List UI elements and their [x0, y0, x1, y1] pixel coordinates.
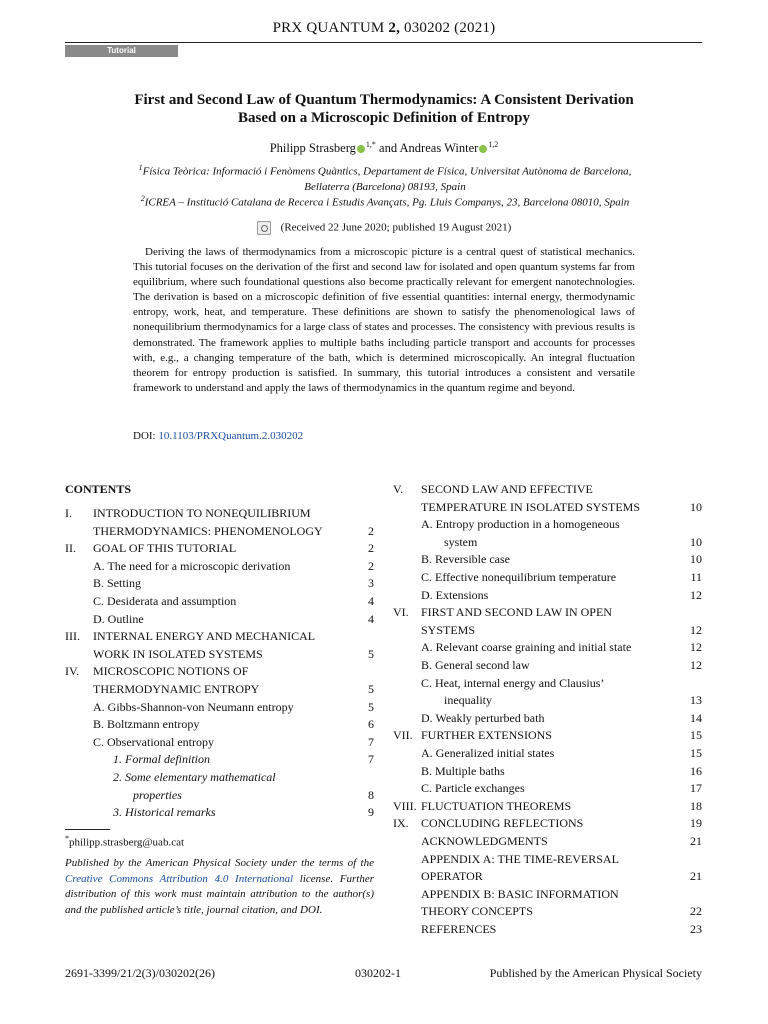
toc-entry[interactable] — [393, 921, 702, 939]
toc-entry[interactable] — [393, 727, 702, 745]
toc-entry[interactable] — [393, 833, 702, 851]
journal-volume: 2, — [388, 20, 401, 36]
toc-entry-page: 5 — [368, 699, 374, 714]
toc-entry-page: 21 — [690, 834, 702, 848]
toc-entry-title: A. Generalized initial states — [421, 746, 555, 760]
affiliation-2 — [110, 191, 660, 211]
toc-entry[interactable] — [393, 798, 702, 816]
toc-entry-title: SECOND LAW AND EFFECTIVE — [421, 482, 593, 496]
toc-entry-number: IX. — [393, 816, 409, 831]
toc-entry[interactable] — [65, 505, 374, 540]
toc-entry-page: 10 — [690, 534, 702, 549]
toc-entry-title: A. Relevant coarse graining and initial state — [421, 640, 632, 655]
title-line-2: Based on a Microscopic Definition of Entropy — [238, 110, 530, 126]
toc-entry-page: 13 — [690, 693, 702, 708]
affiliation-2-line-1: ICREA – Institució Catalana de Recerca i Estudis Avançats, Pg. Lluis Companys, 23, Barcelona 08010, Spain — [144, 196, 630, 209]
doi-link[interactable]: 10.1103/PRXQuantum.2.030202 — [158, 430, 304, 442]
toc-entry-title: A. The need for a microscopic derivation — [93, 558, 291, 573]
toc-entry-title: GOAL OF THIS TUTORIAL — [93, 541, 237, 556]
check-updates-icon[interactable] — [257, 221, 271, 235]
toc-entry-title: D. Extensions — [421, 587, 489, 602]
affiliation-1-line-2: Bellaterra (Barcelona) 08193, Spain — [304, 180, 466, 193]
toc-entry[interactable] — [393, 710, 702, 728]
toc-entry[interactable] — [65, 593, 374, 611]
toc-entry-title: C. Heat, internal energy and Clausius’ — [421, 675, 605, 690]
toc-entry-title: B. General second law — [421, 658, 530, 672]
toc-entry-page: 7 — [368, 752, 374, 767]
toc-entry-title: D. Outline — [93, 611, 144, 626]
toc-entry-page: 8 — [368, 787, 374, 802]
toc-entry-page: 3 — [368, 576, 374, 591]
section-tag: Tutorial — [65, 45, 178, 57]
toc-entry[interactable] — [393, 675, 702, 710]
author-2[interactable]: Andreas Winter — [399, 141, 479, 156]
paper-title — [90, 91, 678, 127]
corresponding-email[interactable]: philipp.strasberg@uab.cat — [69, 836, 185, 849]
journal-name: PRX QUANTUM — [272, 20, 389, 36]
toc-entry-page: 5 — [368, 646, 374, 661]
toc-entry-title: B. Boltzmann entropy — [93, 717, 200, 732]
toc-entry-title: FLUCTUATION THEOREMS — [421, 798, 572, 813]
toc-entry[interactable] — [65, 540, 374, 558]
toc-entry[interactable] — [393, 657, 702, 675]
affiliation-1-line-1: Física Teòrica: Informació i Fenòmens Quàntics, Departament de Física, Universitat Autònoma de Barcelona, — [142, 165, 632, 178]
toc-entry-title: INTERNAL ENERGY AND MECHANICAL — [93, 629, 316, 644]
toc-entry[interactable] — [65, 611, 374, 629]
toc-entry[interactable] — [65, 628, 374, 663]
toc-entry[interactable] — [393, 851, 702, 886]
toc-entry-page: 15 — [690, 746, 702, 760]
orcid-icon[interactable] — [357, 145, 365, 153]
author-1[interactable]: Philipp Strasberg — [269, 141, 356, 156]
toc-entry[interactable] — [65, 769, 374, 804]
toc-entry-page: 5 — [368, 681, 374, 696]
toc-entry-page: 9 — [368, 805, 374, 820]
toc-entry-title: B. Reversible case — [421, 552, 510, 567]
toc-entry[interactable] — [65, 663, 374, 698]
toc-entry-title: THERMODYNAMICS: PHENOMENOLOGY — [93, 523, 323, 538]
toc-entry-title: A. Entropy production in a homogeneous — [421, 517, 620, 532]
license-text-pre: Published by the American Physical Society under the terms of the — [65, 857, 374, 869]
author-2-affil: 1,2 — [488, 140, 499, 149]
toc-entry-title: INTRODUCTION TO NONEQUILIBRIUM — [93, 506, 311, 520]
toc-entry-number: VIII. — [393, 798, 417, 813]
toc-entry-number: III. — [65, 629, 80, 644]
toc-entry[interactable] — [65, 558, 374, 576]
toc-entry-page: 2 — [368, 558, 374, 573]
toc-entry-page: 2 — [368, 541, 374, 556]
toc-entry-title: THEORY CONCEPTS — [421, 904, 533, 919]
header-rule — [65, 42, 702, 43]
toc-entry-page: 15 — [690, 728, 702, 743]
toc-entry[interactable] — [65, 575, 374, 593]
toc-entry[interactable] — [393, 516, 702, 551]
abstract: Deriving the laws of thermodynamics from a microscopic picture is a central quest of statistical mechanics. This tutorial focuses on the derivation of the first and second law for isolated and open quantum systems far from equilibrium, where such foundational questions also become practically relevant for emergent nanotechnologies. The derivation is based on a microscopic definition of five essential quantities: internal energy, thermodynamic entropy, work, heat, and temperature. These definitions are shown to satisfy the phenomenological laws of nonequilibrium thermodynamics for a large class of states and processes. The consistency with previous results is demonstrated. The framework applies to multiple baths including particle transport and accounts for processes with, e.g., a changing temperature of the bath, which is determined microscopically. An integral fluctuation theorem for entropy production is satisfied. In summary, this tutorial introduces a consistent and versatile framework to understand and apply the laws of thermodynamics in the quantum regime and beyond. — [133, 246, 635, 394]
toc-entry[interactable] — [393, 604, 702, 639]
toc-entry-title: CONCLUDING REFLECTIONS — [421, 816, 584, 831]
toc-entry[interactable] — [65, 804, 374, 822]
contents-heading: CONTENTS — [65, 482, 132, 496]
doi-line — [133, 430, 303, 442]
toc-entry-page: 22 — [690, 904, 702, 919]
toc-entry-page: 12 — [690, 587, 702, 602]
toc-entry-title: THERMODYNAMIC ENTROPY — [93, 681, 260, 696]
footer-publisher: Published by the American Physical Society — [489, 966, 702, 980]
author-conjunction: and — [375, 141, 400, 156]
toc-entry-title: MICROSCOPIC NOTIONS OF — [93, 664, 249, 679]
toc-entry-page: 23 — [690, 922, 702, 936]
toc-entry-number: VI. — [393, 605, 409, 620]
orcid-icon[interactable] — [479, 145, 487, 153]
toc-entry[interactable] — [393, 780, 702, 798]
toc-entry-page: 17 — [690, 781, 702, 796]
toc-entry-title: OPERATOR — [421, 869, 483, 884]
toc-entry[interactable] — [393, 569, 702, 587]
toc-entry-title: APPENDIX B: BASIC INFORMATION — [421, 886, 619, 901]
toc-entry[interactable] — [65, 699, 374, 717]
toc-entry-title: C. Observational entropy — [93, 734, 214, 749]
toc-entry-number: II. — [65, 541, 76, 556]
toc-entry-title: B. Multiple baths — [421, 763, 505, 778]
toc-entry[interactable] — [393, 481, 702, 516]
toc-entry-page: 10 — [690, 499, 702, 514]
toc-entry-number: V. — [393, 482, 404, 496]
toc-entry-title: A. Gibbs-Shannon-von Neumann entropy — [93, 699, 294, 714]
license-notice — [65, 856, 374, 918]
toc-entry-page: 19 — [690, 816, 702, 831]
license-link[interactable]: Creative Commons Attribution 4.0 International — [65, 872, 294, 885]
toc-entry-title: system — [444, 534, 478, 549]
affiliation-1-number: 1 — [138, 163, 143, 172]
toc-entry-page: 18 — [690, 798, 702, 813]
toc-entry[interactable] — [393, 745, 702, 763]
footer-issn: 2691-3399/21/2(3)/030202(26) — [65, 966, 215, 980]
toc-entry[interactable] — [393, 815, 702, 833]
toc-entry-page: 6 — [368, 717, 374, 732]
toc-entry-number: I. — [65, 506, 72, 520]
toc-entry-page: 14 — [690, 710, 702, 725]
toc-entry-page: 4 — [368, 594, 374, 608]
toc-entry[interactable] — [393, 763, 702, 781]
author-list — [0, 140, 768, 156]
toc-entry[interactable] — [393, 587, 702, 605]
toc-entry-page: 12 — [690, 640, 702, 655]
toc-entry-page: 16 — [690, 763, 702, 778]
toc-entry-title: 3. Historical remarks — [113, 805, 216, 820]
toc-entry-page: 12 — [690, 622, 702, 637]
toc-right-column — [393, 481, 702, 936]
toc-entry-page: 7 — [368, 734, 374, 749]
toc-entry-title: C. Particle exchanges — [421, 781, 525, 796]
toc-entry[interactable] — [65, 734, 374, 752]
toc-entry-page: 11 — [690, 570, 702, 584]
toc-entry-title: properties — [133, 787, 182, 802]
article-number: 030202 (2021) — [400, 20, 496, 36]
toc-entry-title: inequality — [444, 693, 492, 708]
footer-page-number: 030202-1 — [355, 966, 401, 980]
received-dates — [0, 221, 768, 235]
title-line-1: First and Second Law of Quantum Thermodynamics: A Consistent Derivation — [134, 92, 634, 108]
toc-entry-number: IV. — [65, 664, 80, 679]
toc-entry[interactable] — [393, 639, 702, 657]
toc-entry-title: B. Setting — [93, 576, 142, 591]
toc-entry[interactable] — [65, 716, 374, 734]
toc-entry-title: 2. Some elementary mathematical — [113, 770, 276, 784]
toc-entry-title: 1. Formal definition — [113, 752, 210, 767]
toc-entry-title: APPENDIX A: THE TIME-REVERSAL — [421, 851, 619, 866]
toc-left-column — [65, 505, 374, 820]
toc-entry-title: D. Weakly perturbed bath — [421, 710, 545, 725]
journal-header — [0, 20, 768, 37]
toc-entry-number: VII. — [393, 728, 413, 743]
toc-entry-page: 2 — [368, 523, 374, 538]
affiliation-1 — [110, 160, 660, 195]
toc-entry-title: WORK IN ISOLATED SYSTEMS — [93, 646, 263, 661]
footnote-rule — [65, 829, 110, 830]
received-text: (Received 22 June 2020; published 19 August 2021) — [280, 221, 512, 234]
footnote — [65, 834, 184, 849]
toc-entry-title: ACKNOWLEDGMENTS — [421, 834, 548, 848]
toc-entry[interactable] — [393, 886, 702, 921]
toc-entry-title: FURTHER EXTENSIONS — [421, 728, 552, 743]
toc-entry-page: 4 — [368, 611, 374, 626]
footnote-mark: * — [65, 834, 69, 843]
toc-entry-page: 21 — [690, 869, 702, 884]
toc-entry-title: C. Effective nonequilibrium temperature — [421, 570, 617, 584]
toc-entry-title: FIRST AND SECOND LAW IN OPEN — [421, 605, 612, 620]
license-text-post: license. Further distribution of this work must maintain attribution to the author(s) and the published article’s title, journal citation, and DOI. — [65, 872, 374, 916]
toc-entry-title: REFERENCES — [421, 922, 497, 936]
affiliation-2-number: 2 — [140, 194, 145, 203]
toc-entry-title: TEMPERATURE IN ISOLATED SYSTEMS — [421, 499, 641, 514]
toc-entry-title: C. Desiderata and assumption — [93, 594, 237, 608]
toc-entry[interactable] — [393, 551, 702, 569]
doi-label: DOI: — [133, 430, 159, 442]
toc-entry-page: 10 — [690, 552, 702, 567]
toc-entry-title: SYSTEMS — [421, 622, 476, 637]
author-1-affil: 1,* — [365, 140, 376, 149]
toc-entry[interactable] — [65, 751, 374, 769]
toc-entry-page: 12 — [690, 658, 702, 672]
